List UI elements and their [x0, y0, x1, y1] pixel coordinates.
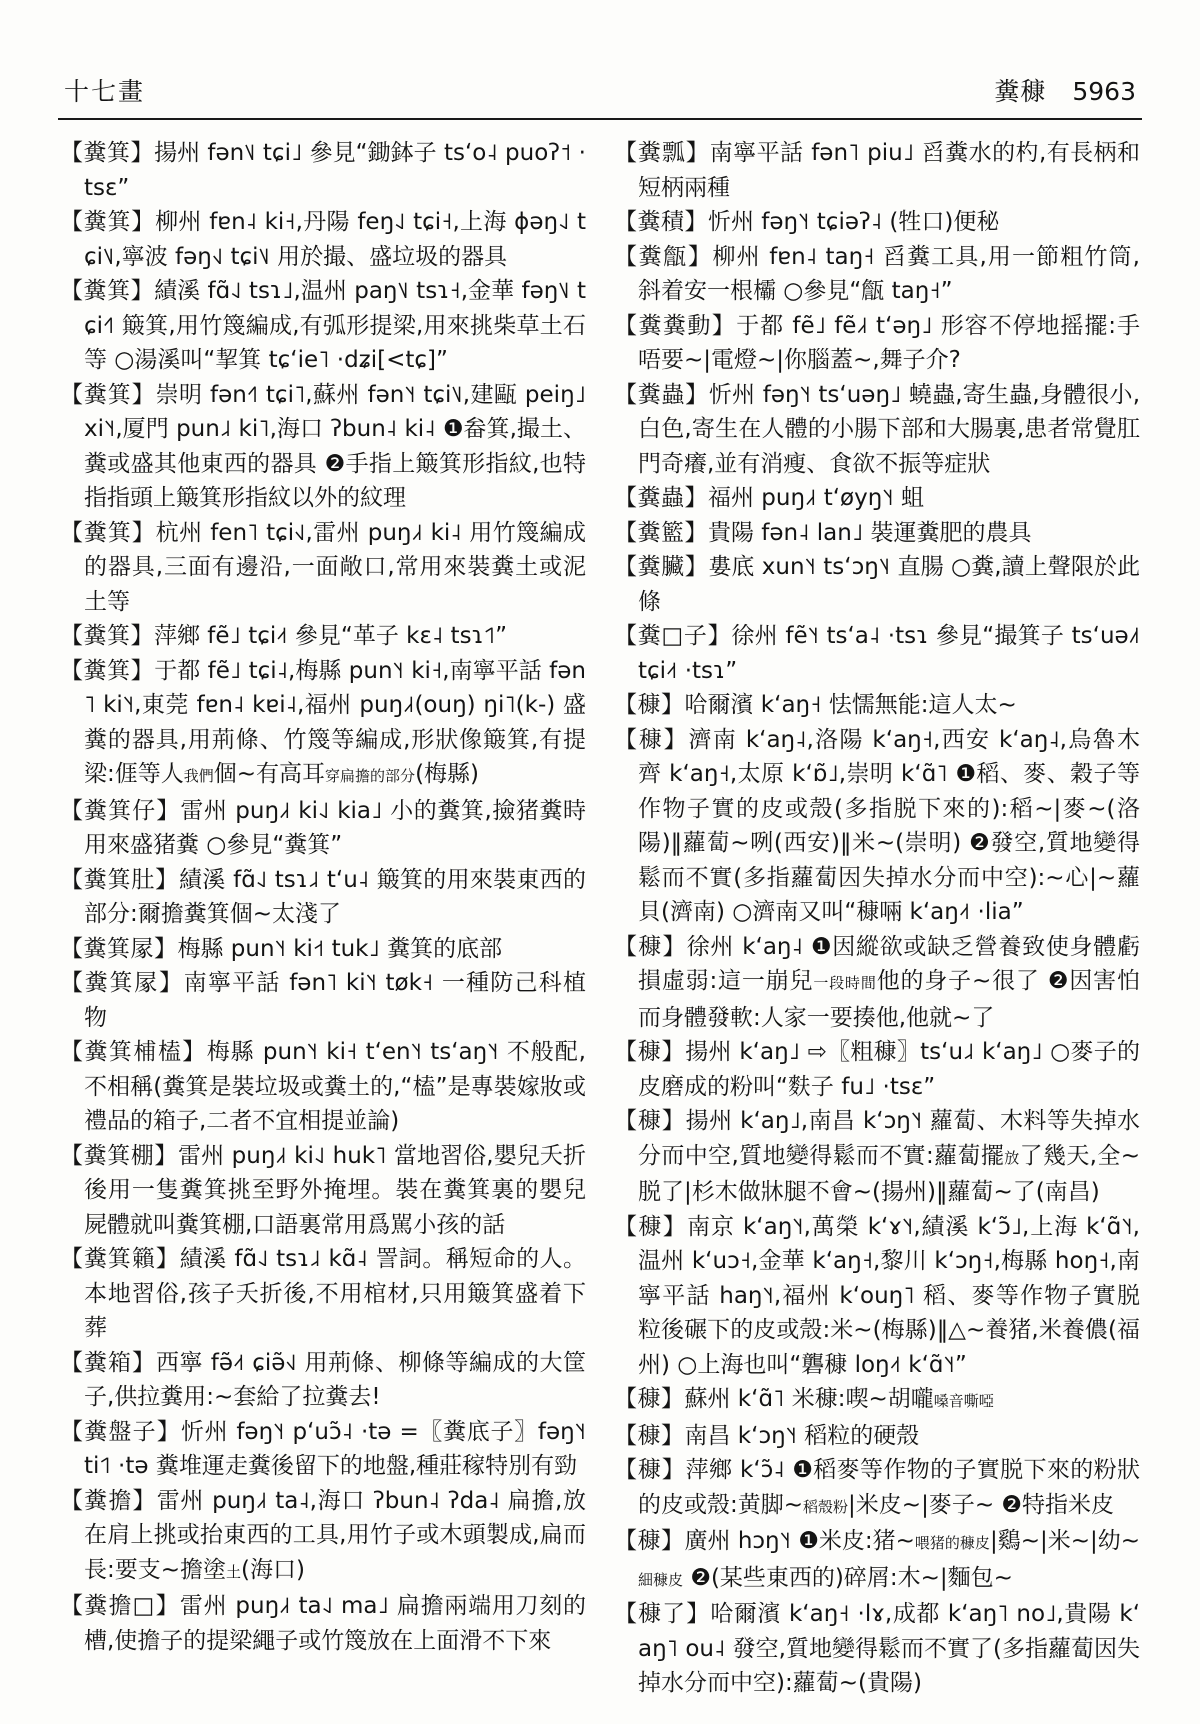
dictionary-entry	[614, 378, 1140, 482]
dictionary-entry	[614, 516, 1140, 551]
entry-text: 福州 puŋ˩˧ tʻøyŋ˥˧ 蛆	[708, 485, 924, 511]
inline-gloss: 細穅皮	[638, 1570, 684, 1589]
inline-gloss: 稻殼粉	[803, 1497, 849, 1516]
guide-word: 糞穅	[994, 77, 1047, 106]
entry-text: 南寧平話 fən˥ ki˥˧ tøk˧ 一種防己科植物	[84, 970, 587, 1031]
dictionary-entry	[60, 1242, 586, 1346]
entry-text: 崇明 fən˧˥ tɕi˥,蘇州 fən˥˧ tɕi˥˩,建甌 peiŋ˩ xi˥˧,厦門 pun˩˨ ki˥,海口 ʔbun˨ ki˨ ❶畚箕,撮土、糞或盛其他東西的器具 ❷手指上簸箕形指紋,也特指指頭上簸箕形指紋以外的紋理	[84, 381, 586, 511]
dictionary-entry	[60, 274, 586, 378]
entry-headword: 【糞盤子】	[60, 1418, 181, 1445]
inline-gloss: 喂猪的穅皮	[914, 1534, 990, 1552]
entry-text: 于都 fẽ˩ tɕi˨,梅縣 pun˥˧ ki˧,南寧平話 fən˥ ki˥˧,東莞 fɐn˨ kɐi˨,福州 puŋ˩˧(ouŋ) ŋi˥(k-) 盛糞的器具,用荊條、竹篾等編成,形狀像簸箕,有提梁:𠊎等人	[84, 657, 587, 787]
entry-headword: 【糞箕】	[60, 623, 154, 649]
entry-text: 南昌 kʻɔŋ˥˧ 稻粒的硬殼	[684, 1422, 920, 1449]
dictionary-entry	[60, 205, 586, 274]
inline-gloss: 我們	[183, 767, 214, 785]
entry-text: (海口)	[241, 1556, 305, 1583]
entry-text: 萍鄉 fẽ˩ tɕi˨˦ 參見“革子 kɛ˨ tsɿ˦˥”	[154, 623, 508, 649]
dictionary-entry	[614, 1419, 1140, 1454]
entry-text: 忻州 fəŋ˥˧ tɕiəʔ˨ (牲口)便秘	[708, 209, 1000, 235]
dictionary-content	[0, 136, 1200, 1701]
entry-headword: 【糞瓢】	[614, 140, 710, 166]
dictionary-entry	[60, 516, 586, 620]
entry-headword: 【穅】	[614, 1213, 688, 1240]
column-left	[60, 136, 586, 1701]
entry-headword: 【糞蟲】	[614, 381, 709, 408]
entry-text: 績溪 fɑ̃˨˩ tsɿ˩,温州 paŋ˥˩ tsɿ˧,金華 fəŋ˥˩ tɕi˧˥ 簸箕,用竹篾編成,有弧形提梁,用來挑柴草土石等 ○湯溪叫“挈箕 tɕʻie˥ ·dʑi[<tɕ]”	[84, 278, 586, 373]
dictionary-entry	[60, 932, 586, 967]
dictionary-entry	[614, 481, 1140, 516]
entry-text: 婁底 xun˥˧ tsʻɔŋ˥˨ 直腸 ○糞,讀上聲限於此條	[638, 554, 1140, 615]
entry-headword: 【穅】	[614, 1528, 685, 1554]
dictionary-entry	[60, 654, 586, 794]
entry-text: 他的身子~很了 ❷因害怕而身體發軟:人家一要揍他,他就~了	[638, 968, 1140, 1031]
entry-headword: 【穅】	[614, 1108, 686, 1134]
entry-text: 徐州 fẽ˥˧ tsʻa˨ ·tsɿ 參見“撮箕子 tsʻuə˩˦ tɕi˨˦ ·tsɿ”	[638, 623, 1141, 684]
entry-text: 梅縣 pun˥˧ ki˧ tʻen˥˧ tsʻaŋ˥˧ 不般配,不相稱(糞箕是裝垃圾或糞土的,“榼”是專裝嫁妝或禮品的箱子,二者不宜相提並論)	[84, 1039, 586, 1134]
entry-headword: 【糞蟲】	[614, 485, 708, 511]
entry-headword: 【穅】	[614, 933, 687, 960]
inline-gloss: 放	[1004, 1148, 1020, 1167]
header-rule	[58, 118, 1142, 120]
inline-gloss: 土	[226, 1562, 242, 1581]
entry-text: 柳州 fɐn˨ taŋ˧ 舀糞工具,用一節粗竹筒,斜着安一根欛 ○參見“甔 taŋ˧”	[638, 243, 1140, 304]
entry-headword: 【糞籃】	[614, 519, 708, 546]
dictionary-entry	[614, 930, 1140, 1036]
dictionary-entry	[614, 1453, 1140, 1524]
entry-text: 廣州 hɔŋ˥˧ ❶米皮:猪~	[684, 1528, 915, 1554]
entry-text: 績溪 fɑ̃˨˩ tsɿ˩˨ kɑ̃˨ 詈詞。稱短命的人。本地習俗,孩子夭折後,不用棺材,只用簸箕盛着下葬	[84, 1246, 586, 1341]
entry-headword: 【糞擔】	[60, 1487, 157, 1514]
entry-text: 徐州 kʻaŋ˨ ❶因縱欲或缺乏營養致使身體虧損虛弱:這一崩兒	[638, 933, 1141, 994]
entry-headword: 【糞箕仔】	[60, 797, 181, 824]
entry-text: 揚州 fən˥˩ tɕi˩ 參見“鋤鉢子 tsʻo˨ puoʔ˦ ·tsɛ”	[84, 140, 586, 201]
entry-text: 于都 fẽ˩ fẽ˩˧ tʻəŋ˩ 形容不停地摇擺:手唔要~|電燈~|你腦蓋~,舞子介?	[638, 312, 1140, 373]
dictionary-entry	[60, 966, 586, 1035]
entry-headword: 【糞臟】	[614, 554, 709, 580]
entry-headword: 【穅】	[614, 1386, 685, 1412]
entry-headword: 【糞箕肚】	[60, 866, 179, 893]
dictionary-entry	[614, 1104, 1140, 1210]
dictionary-entry	[60, 1139, 586, 1243]
entry-text: 哈爾濱 kʻaŋ˧ ·lɤ,成都 kʻaŋ˥ no˩,貴陽 kʻaŋ˥ ou˨ 發空,質地變得鬆而不實了(多指蘿蔔因失掉水分而中空):蘿蔔~(貴陽)	[638, 1601, 1141, 1696]
dictionary-entry	[614, 688, 1140, 723]
entry-text: 蘇州 kʻɑ̃˥ 米穅:喫~胡嚨	[684, 1386, 934, 1412]
entry-text: 忻州 fəŋ˥˧ tsʻuəŋ˩ 蟯蟲,寄生蟲,身體很小,白色,寄生在人體的小腸下部和大腸裏,患者常覺肛門奇癢,並有消瘦、食欲不振等症狀	[638, 381, 1141, 477]
entry-headword: 【糞箕】	[60, 519, 156, 546]
inline-gloss: 一段時間	[813, 974, 877, 992]
section-title: 十七畫	[64, 77, 146, 106]
entry-headword: 【糞甔】	[614, 243, 713, 270]
page-header	[0, 72, 1200, 108]
entry-text: 濟南 kʻaŋ˨,洛陽 kʻaŋ˧,西安 kʻaŋ˨,烏魯木齊 kʻaŋ˧,太原 kʻɒ̃˩,崇明 kʻɑ̃˥ ❶稻、麥、穀子等作物子實的皮或殼(多指脱下來的):稻~|麥~(洛陽)‖蘿蔔~咧(西安)‖米~(崇明) ❷發空,質地變得鬆而不實(多指蘿蔔因失掉水分而中空):~心|~蘿貝(濟南) ○濟南又叫“穅啢 kʻaŋ˨˦ ·lia”	[638, 726, 1140, 925]
guide-group	[994, 72, 1136, 108]
entry-headword: 【穅了】	[614, 1601, 711, 1627]
entry-text: |米皮~|麥子~ ❷特指米皮	[848, 1491, 1115, 1518]
entry-headword: 【糞箕】	[60, 278, 155, 304]
entry-headword: 【糞箕】	[60, 657, 155, 684]
dictionary-entry	[60, 863, 586, 932]
entry-text: 雷州 puŋ˩˧ ta˨,海口 ʔbun˨ ʔda˨ 扁擔,放在肩上挑或抬東西的工具,用竹子或木頭製成,扁而長:要支~擔塗	[84, 1487, 586, 1583]
entry-text: 揚州 kʻaŋ˩,南昌 kʻɔŋ˥˧ 蘿蔔、木料等失掉水分而中空,質地變得鬆而不實:蘿蔔擺	[638, 1108, 1140, 1169]
entry-text: 忻州 fəŋ˥˧ pʻuɔ̃˨ ·tə =〖糞底子〗fəŋ˥˧ ti˦˥ ·tə 糞堆運走糞後留下的地盤,種莊稼特別有勁	[84, 1418, 587, 1479]
inline-gloss: 穿扁擔的部分	[325, 767, 416, 785]
dictionary-entry	[614, 205, 1140, 240]
dictionary-entry	[60, 136, 586, 205]
entry-headword: 【穅】	[614, 1039, 686, 1065]
dictionary-entry	[614, 136, 1140, 205]
dictionary-entry	[614, 1524, 1140, 1597]
dictionary-entry	[614, 1597, 1140, 1701]
entry-headword: 【糞箕】	[60, 140, 155, 166]
entry-headword: 【穅】	[614, 726, 689, 753]
entry-text: (梅縣)	[415, 761, 480, 787]
dictionary-entry	[614, 723, 1140, 930]
dictionary-entry	[614, 550, 1140, 619]
dictionary-entry	[614, 1210, 1140, 1383]
dictionary-entry	[60, 619, 586, 654]
entry-text: 雷州 puŋ˩˧ ki˨˩ kia˩ 小的糞箕,撿猪糞時用來盛猪糞 ○參見“糞箕”	[84, 797, 587, 858]
entry-headword: 【糞箕㞘】	[60, 970, 184, 996]
dictionary-entry	[60, 1035, 586, 1139]
entry-text: 揚州 kʻaŋ˩ ⇨〖粗穅〗tsʻu˩˨ kʻaŋ˩ ○麥子的皮磨成的粉叫“麩子 fu˩ ·tsɛ”	[638, 1039, 1141, 1100]
dictionary-entry	[614, 240, 1140, 309]
entry-headword: 【糞擔□】	[60, 1593, 180, 1619]
entry-headword: 【糞□子】	[614, 623, 732, 649]
inline-gloss: 嗓音嘶啞	[933, 1392, 994, 1410]
entry-text: 杭州 fen˥ tɕi˧˩,雷州 puŋ˩˧ ki˨ 用竹篾編成的器具,三面有邊沿,一面敞口,常用來裝糞土或泥土等	[84, 519, 586, 615]
entry-text: 個~有高耳	[213, 761, 326, 787]
dictionary-entry	[614, 1035, 1140, 1104]
entry-text: 西寧 fə̃˨˦ ɕiə̃˧˩ 用荊條、柳條等編成的大筐子,供拉糞用:~套給了拉糞去!	[84, 1349, 587, 1410]
dictionary-entry	[60, 1589, 586, 1658]
entry-headword: 【糞箱】	[60, 1349, 156, 1376]
entry-headword: 【糞箕】	[60, 381, 156, 408]
entry-text: 雷州 puŋ˩˧ ta˨˩ ma˩ 扁擔兩端用刀刻的槽,使擔子的提梁繩子或竹篾放在上面滑不下來	[84, 1593, 587, 1654]
dictionary-entry	[614, 1382, 1140, 1419]
entry-text: 南京 kʻaŋ˥˧,萬榮 kʻɤ˥˧,績溪 kʻɔ̃˩,上海 kʻɑ̃˥˧,温州 kʻuɔ˧,金華 kʻaŋ˧,黎川 kʻɔŋ˧,梅縣 hoŋ˧,南寧平話 haŋ˥˧,福州 kʻouŋ˥ 稻、麥等作物子實脱粒後碾下的皮或殼:米~(梅縣)‖△~養猪,米養儂(福州) ○上海也叫“礱穅 loŋ˨˦ kʻɑ̃˥˧”	[638, 1213, 1140, 1378]
entry-headword: 【糞箕㭪榼】	[60, 1039, 207, 1065]
entry-headword: 【糞糞動】	[614, 312, 737, 339]
entry-text: |鷄~|米~|幼~	[989, 1528, 1141, 1554]
entry-text: 貴陽 fən˨ lan˩ 裝運糞肥的農具	[708, 519, 1032, 546]
dictionary-entry	[60, 378, 586, 516]
dictionary-entry	[614, 619, 1140, 688]
entry-text: 柳州 fɐn˨ ki˧,丹陽 feŋ˨˩ tɕi˧,上海 ɸəŋ˨˩ tɕi˥˩,寧波 fəŋ˧˩ tɕi˥˩ 用於撮、盛垃圾的器具	[84, 209, 587, 270]
dictionary-entry	[60, 1346, 586, 1415]
entry-text: ❷(某些東西的)碎屑:木~|麵包~	[683, 1564, 1013, 1591]
entry-text: 雷州 puŋ˩˧ ki˨˩ huk˥ 當地習俗,嬰兒夭折後用一隻糞箕挑至野外掩埋。裝在糞箕裏的嬰兒屍體就叫糞箕棚,口語裏常用爲駡小孩的話	[84, 1142, 587, 1238]
entry-text: 南寧平話 fən˥ piu˩ 舀糞水的杓,有長柄和短柄兩種	[638, 140, 1140, 201]
entry-text: 哈爾濱 kʻaŋ˧ 怯懦無能:這人太~	[684, 692, 1017, 718]
dictionary-entry	[60, 1484, 586, 1590]
dictionary-entry	[60, 794, 586, 863]
entry-headword: 【糞積】	[614, 209, 708, 235]
entry-text: 了幾天,全~脱了|杉木做牀腿不會~(揚州)‖蘿蔔~了(南昌)	[638, 1142, 1140, 1205]
entry-text: 萍鄉 kʻɔ̃˨ ❶稻麥等作物的子實脱下來的粉狀的皮或殼:黄脚~	[638, 1457, 1140, 1518]
dictionary-entry	[60, 1415, 586, 1484]
entry-headword: 【穅】	[614, 1422, 685, 1449]
entry-headword: 【糞箕籟】	[60, 1246, 180, 1272]
entry-text: 梅縣 pun˥˧ ki˧˦ tuk˩ 糞箕的底部	[177, 935, 503, 962]
dictionary-entry	[614, 309, 1140, 378]
entry-text: 績溪 fɑ̃˨˩ tsɿ˩˨ tʻu˨ 簸箕的用來裝東西的部分:爾擔糞箕個~太淺了	[84, 866, 587, 927]
column-right	[614, 136, 1140, 1701]
entry-headword: 【糞箕】	[60, 209, 156, 235]
page-number: 5963	[1072, 77, 1136, 106]
entry-headword: 【穅】	[614, 1457, 686, 1483]
entry-headword: 【穅】	[614, 692, 685, 718]
entry-headword: 【糞箕棚】	[60, 1142, 179, 1169]
entry-headword: 【糞箕㞘】	[60, 935, 178, 962]
